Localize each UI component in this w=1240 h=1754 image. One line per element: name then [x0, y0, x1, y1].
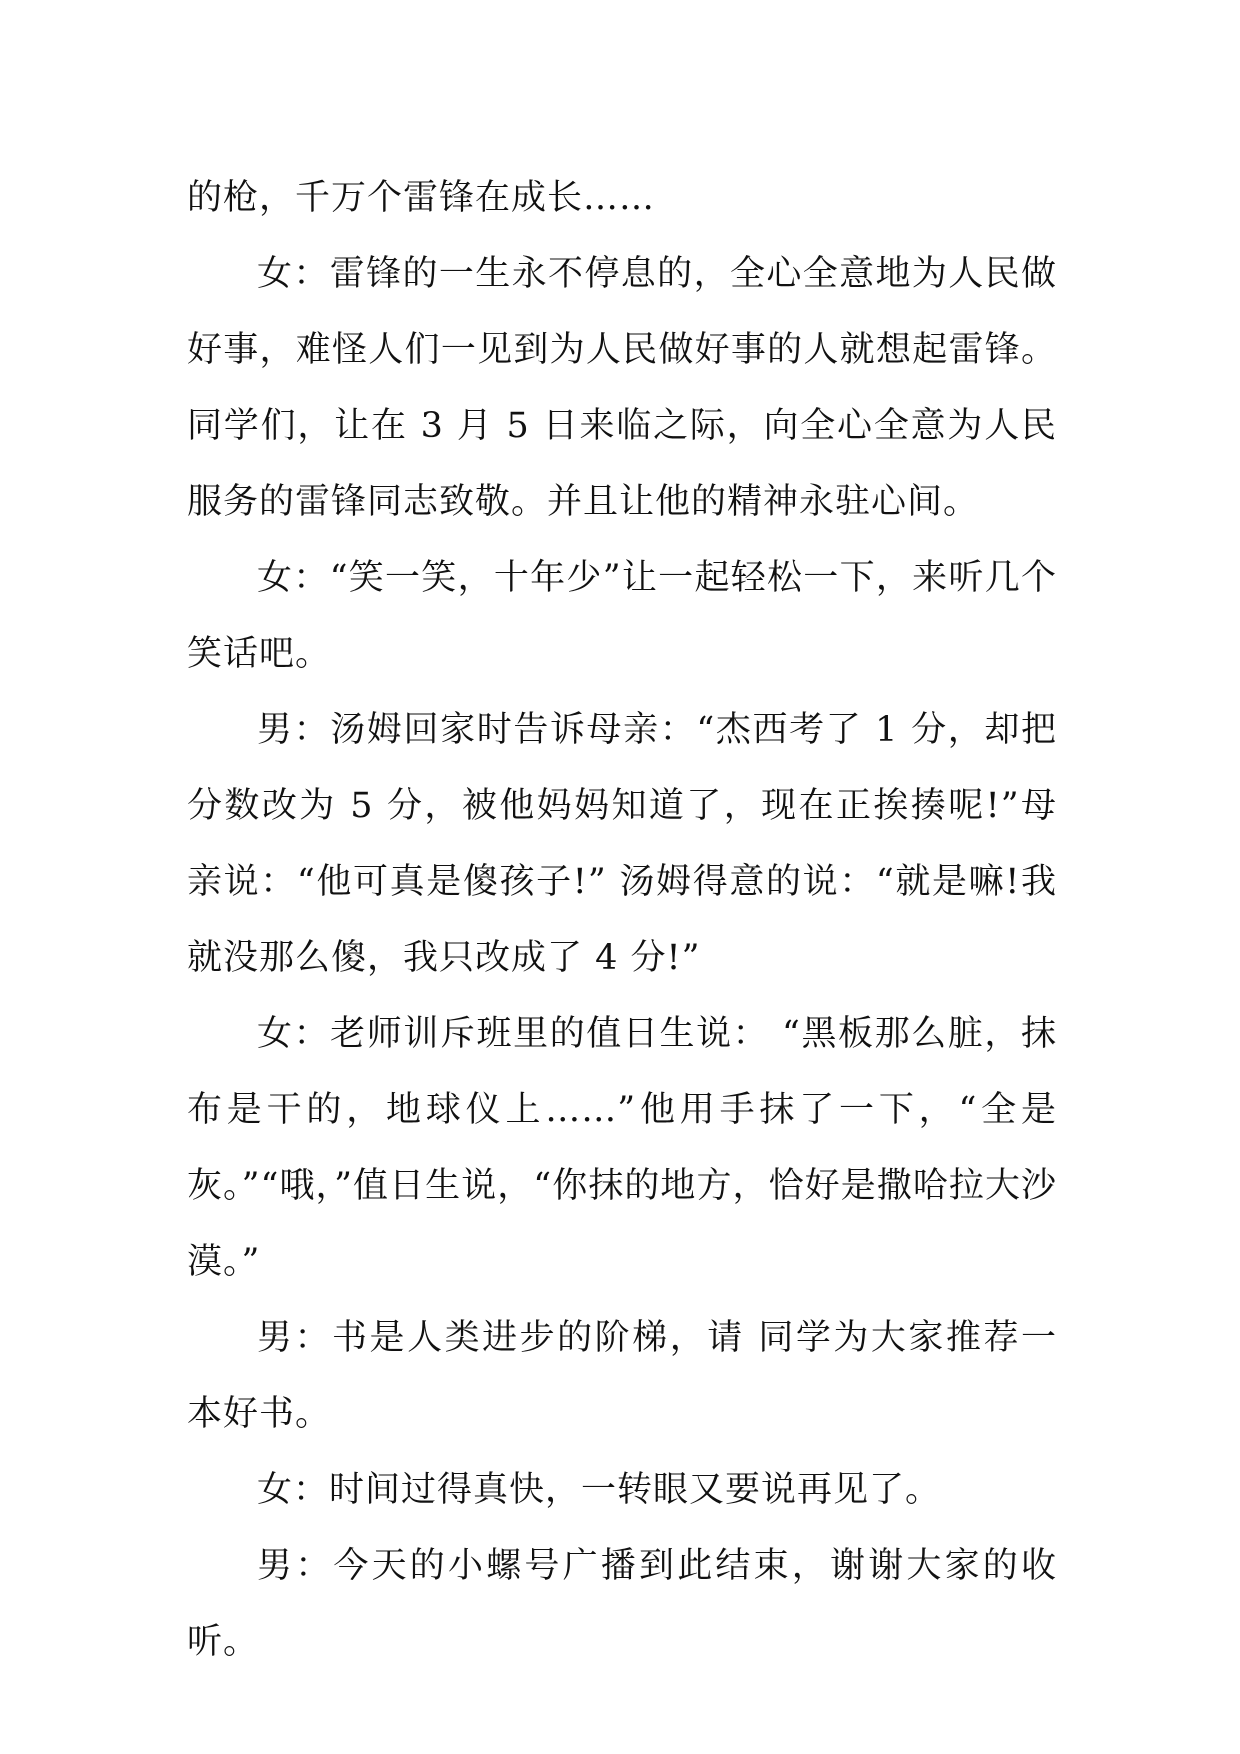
paragraph-book-recommendation: 男：书是人类进步的阶梯，请 同学为大家推荐一本好书。 — [187, 1318, 1057, 1434]
paragraph-farewell: 女：时间过得真快，一转眼又要说再见了。 — [257, 1470, 942, 1510]
paragraph-jokes-intro: 女：“笑一笑，十年少”让一起轻松一下，来听几个笑话吧。 — [187, 558, 1057, 674]
paragraph-closing: 男：今天的小螺号广播到此结束，谢谢大家的收听。 — [187, 1546, 1057, 1662]
paragraph-tom-joke: 男：汤姆回家时告诉母亲：“杰西考了 1 分，却把分数改为 5 分，被他妈妈知道了，现在正挨揍呢!”母亲说：“他可真是傻孩子!” 汤姆得意的说：“就是嘛!我就没那么傻，我只改成了 4 分!” — [187, 710, 1057, 978]
document-body — [187, 160, 1057, 1680]
paragraph-lei-feng-tribute: 女：雷锋的一生永不停息的，全心全意地为人民做好事，难怪人们一见到为人民做好事的人就想起雷锋。同学们，让在 3 月 5 日来临之际，向全心全意为人民服务的雷锋同志致敬。并且让他的精神永驻心间。 — [187, 254, 1057, 522]
paragraph-continuation: 的枪，千万个雷锋在成长…… — [187, 178, 656, 218]
paragraph-desert-joke: 女：老师训斥班里的值日生说： “黑板那么脏，抹布是干的，地球仪上……”他用手抹了一下，“全是灰。”“哦，”值日生说，“你抹的地方，恰好是撒哈拉大沙漠。” — [187, 1014, 1057, 1282]
